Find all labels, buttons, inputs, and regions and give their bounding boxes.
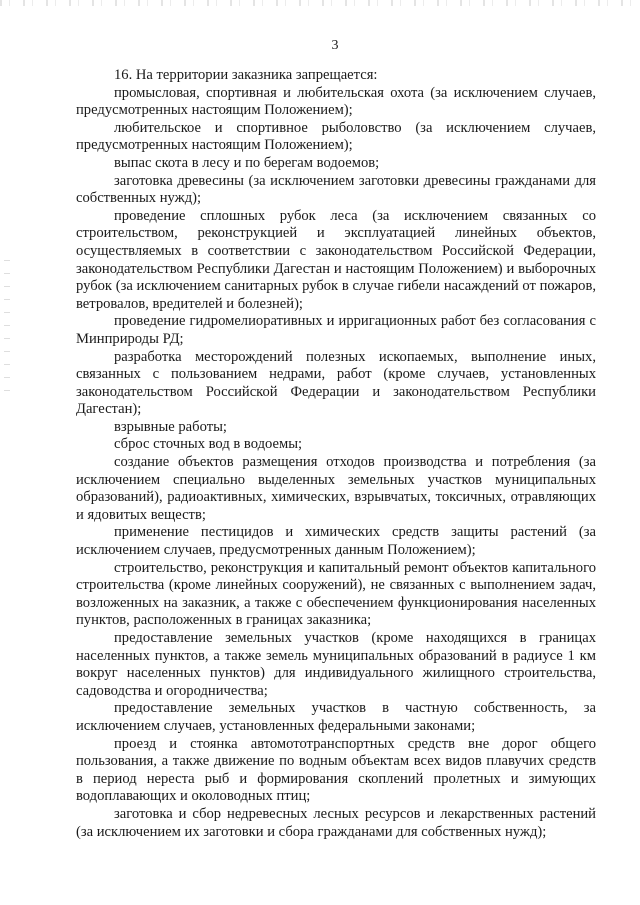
prohibition-item: любительское и спортивное рыболовство (за исключением случаев, предусмотренных настоящим Положением); [76,119,596,154]
prohibition-item: разработка месторождений полезных ископаемых, выполнение иных, связанных с пользованием недрами, работ (кроме случаев, установленных законодательством Российской Федерации и законодательством Республики Дагестан); [76,348,596,418]
prohibition-item: применение пестицидов и химических средств защиты растений (за исключением случаев, предусмотренных данным Положением); [76,524,596,559]
prohibition-item: создание объектов размещения отходов производства и потребления (за исключением специально выделенных земельных участков муниципальных образований), радиоактивных, химических, взрывчатых, токсичных, отравляющих и ядовитых веществ; [76,454,596,523]
prohibition-item: предоставление земельных участков (кроме находящихся в границах населенных пунктов, а также земель муниципальных образований в радиусе 1 км вокруг населенных пунктов) для индивидуального жилищного строительства, садоводства и огородничества; [76,630,596,699]
prohibition-item: заготовка древесины (за исключением заготовки древесины гражданами для собственных нужд); [76,172,596,207]
prohibition-item: сброс сточных вод в водоемы; [114,436,303,453]
scan-artifact-left [4,260,10,400]
prohibition-item: взрывные работы; [114,418,227,435]
prohibition-item: выпас скота в лесу и по берегам водоемов; [114,154,380,171]
prohibition-item: предоставление земельных участков в частную собственность, за исключением случаев, установленных федеральными законами; [76,700,596,734]
prohibition-item: строительство, реконструкция и капитальный ремонт объектов капитального строительства (кроме линейных сооружений), не связанных с выполнением задач, возложенных на заказник, а также с обеспечением функционирования населенных пунктов, расположенных в границах заказника; [76,559,596,629]
prohibition-item: проведение гидромелиоративных и ирригационных работ без согласования с Минприроды РД; [76,313,596,347]
document-body [76,67,596,841]
prohibition-item: промысловая, спортивная и любительская охота (за исключением случаев, предусмотренных настоящим Положением); [76,84,596,119]
page-number: 3 [331,38,339,53]
section-heading: 16. На территории заказника запрещается: [114,67,378,83]
prohibition-item: проезд и стоянка автомототранспортных средств вне дорог общего пользования, а также движение по водным объектам всех видов плавучих средств в период нереста рыб и формирования скоплений пролетных и зимующих водоплавающих и околоводных птиц; [76,735,596,805]
prohibition-item: проведение сплошных рубок леса (за исключением связанных со строительством, реконструкцией и эксплуатацией линейных объектов, осуществляемых в соответствии с законодательством Российской Федерации, законодательством Республики Дагестан и настоящим Положением) и выборочных рубок (за исключением санитарных рубок в случае гибели насаждений от пожаров, ветровалов, вредителей и болезней); [76,207,596,312]
scan-artifact-top [0,0,640,6]
prohibition-item: заготовка и сбор недревесных лесных ресурсов и лекарственных растений (за исключением их заготовки и сбора гражданами для собственных нужд); [76,805,596,840]
